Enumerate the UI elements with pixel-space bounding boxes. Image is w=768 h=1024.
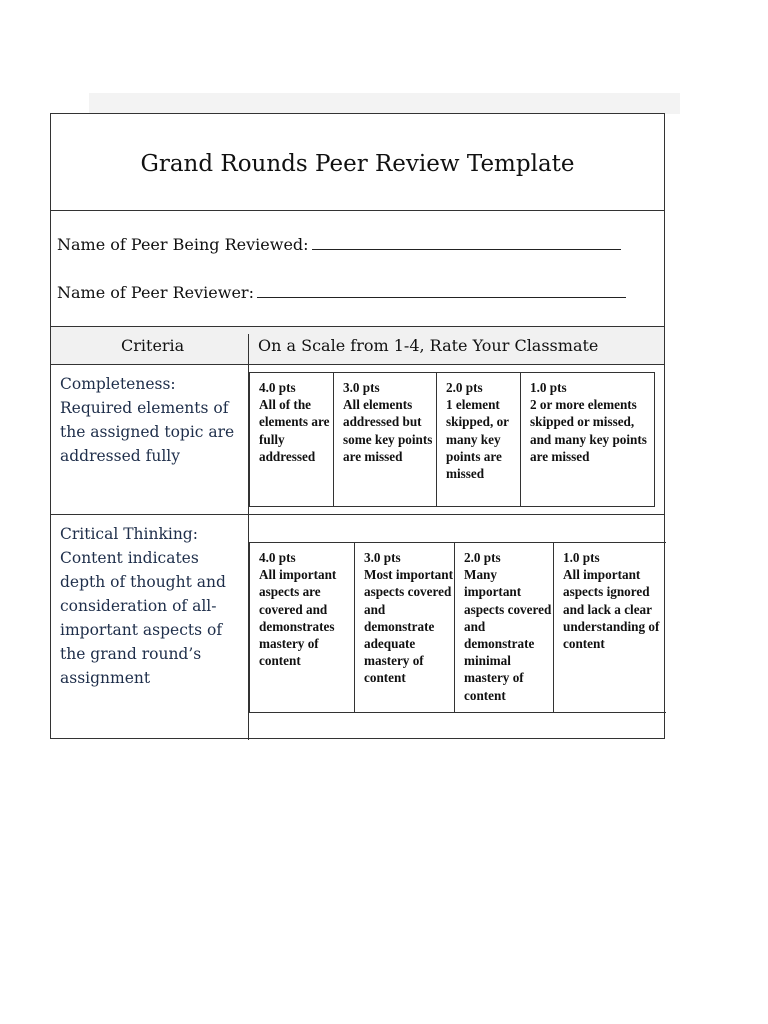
rating-description: 1 element skipped, or many key points are missed [446, 397, 509, 482]
reviewed-label: Name of Peer Being Reviewed: [57, 235, 309, 254]
top-banner-strip [89, 93, 680, 114]
rating-description: Many important aspects covered and demonstrate minimal mastery of content [464, 567, 552, 703]
rating-cell[interactable] [250, 543, 355, 712]
reviewer-label: Name of Peer Reviewer: [57, 283, 254, 302]
rating-points: 3.0 pts [364, 550, 401, 565]
reviewed-blank-line[interactable] [312, 235, 621, 250]
completeness-rubric [249, 372, 655, 507]
criteria-header: Criteria [121, 336, 185, 355]
rating-cell[interactable] [437, 373, 521, 506]
reviewer-blank-line[interactable] [257, 283, 626, 298]
rating-points: 4.0 pts [259, 550, 296, 565]
rating-cell[interactable] [554, 543, 666, 712]
page-title: Grand Rounds Peer Review Template [140, 151, 575, 177]
reviewer-field[interactable] [57, 283, 626, 302]
critical-thinking-rubric [249, 542, 666, 713]
table-header-row [51, 327, 664, 365]
rating-points: 2.0 pts [464, 550, 501, 565]
rating-points: 2.0 pts [446, 380, 483, 395]
rating-cell[interactable] [250, 373, 334, 506]
rating-description: All important aspects are covered and demonstrates mastery of content [259, 567, 337, 669]
rating-description: All elements addressed but some key points are missed [343, 397, 433, 464]
title-row [51, 114, 664, 211]
rating-points: 3.0 pts [343, 380, 380, 395]
completeness-criterion: Completeness: Required elements of the assigned topic are addressed fully [60, 375, 235, 465]
row-divider [51, 514, 664, 515]
rating-description: 2 or more elements skipped or missed, and many key points are missed [530, 397, 647, 464]
reviewed-field[interactable] [57, 235, 621, 254]
names-section [51, 211, 664, 327]
rating-description: All of the elements are fully addressed [259, 397, 330, 464]
rating-cell[interactable] [355, 543, 455, 712]
rating-cell[interactable] [455, 543, 554, 712]
rating-description: Most important aspects covered and demonstrate adequate mastery of content [364, 567, 454, 686]
rating-description: All important aspects ignored and lack a clear understanding of content [563, 567, 660, 652]
rating-points: 1.0 pts [563, 550, 600, 565]
rating-points: 4.0 pts [259, 380, 296, 395]
scale-header: On a Scale from 1-4, Rate Your Classmate [258, 336, 599, 355]
rating-points: 1.0 pts [530, 380, 567, 395]
rating-cell[interactable] [334, 373, 437, 506]
review-template-table [50, 113, 665, 739]
critical-thinking-criterion: Critical Thinking: Content indicates depth of thought and consideration of all-important aspects of the grand round’s assignment [60, 525, 226, 687]
rating-cell[interactable] [521, 373, 654, 506]
